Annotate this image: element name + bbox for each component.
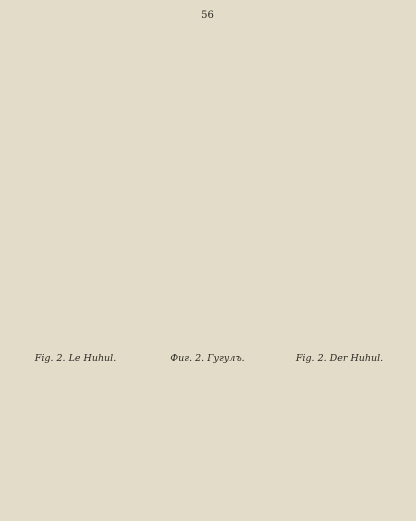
german-continuation — [278, 26, 401, 348]
page-number: 56 — [201, 10, 214, 21]
continuation-block — [14, 26, 401, 348]
french-column — [14, 348, 137, 521]
russian-column — [146, 348, 269, 521]
german-column — [278, 348, 401, 521]
german-column-heading: Fig. 2. Der Huhul. — [295, 353, 384, 364]
text-columns — [14, 348, 401, 521]
russian-continuation — [146, 26, 269, 348]
russian-column-heading: Фиг. 2. Гугулъ. — [170, 353, 245, 364]
french-column-heading: Fig. 2. Le Huhul. — [34, 353, 117, 364]
french-continuation — [14, 26, 137, 348]
